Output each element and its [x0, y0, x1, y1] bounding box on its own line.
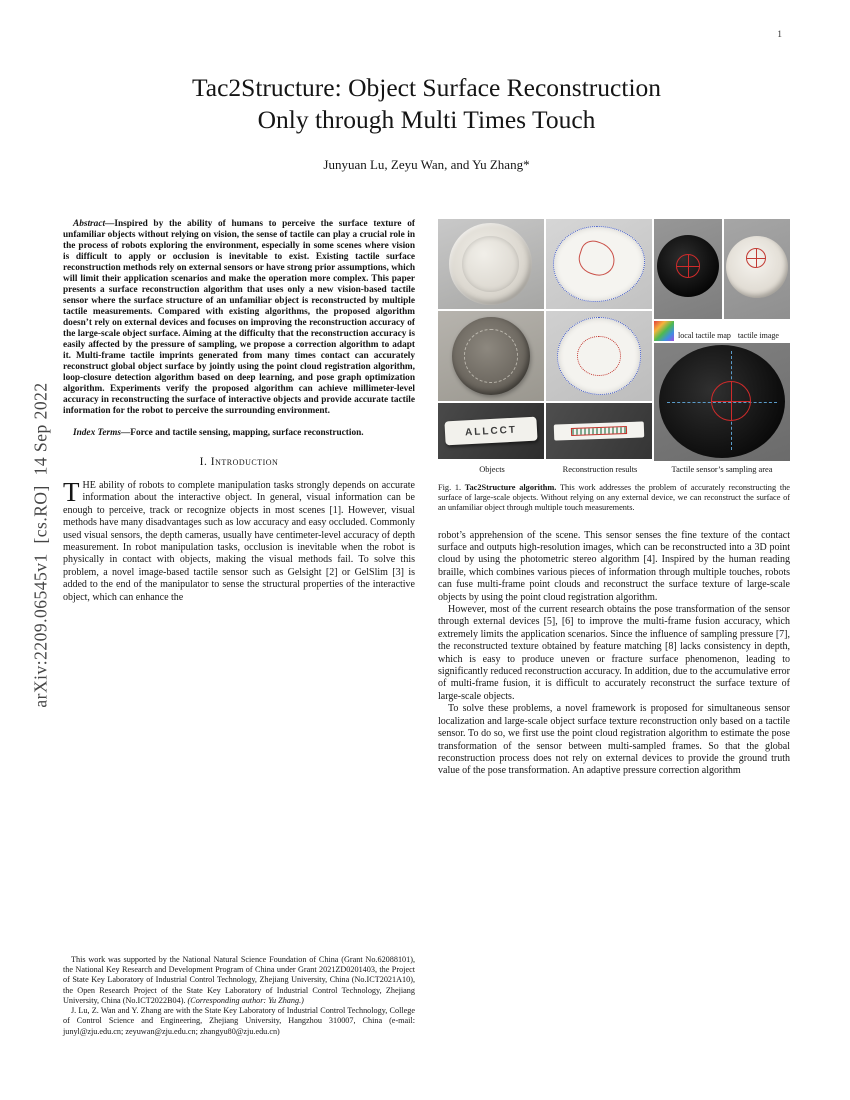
index-terms — [63, 428, 415, 439]
figure-sampling-area-photo — [654, 343, 790, 461]
body-paragraph-2: However, most of the current research obtains the pose transformation of the sensor through external devices [5], [6] to improve the multi-frame fusion accuracy, which extremely limits the application scenarios. Since the influence of sampling pressure [7], the reconstructed texture obtained by feature matching [8] lacks consistency in depth, which is easy to produce uneven or fracture surface phenomenon, leading to significantly reduced reconstruction accuracy. In addition, due to the accumulative error of multi-frame fusion, it is difficult to accurately reconstruct the surface texture of large-scale objects. — [438, 604, 790, 702]
figure-caption-bold: Tac2Structure algorithm. — [461, 483, 557, 492]
sensor-disc-image — [657, 235, 719, 297]
title-line-1: Tac2Structure: Object Surface Reconstruction — [191, 73, 662, 102]
figure-reconstruction-result-3 — [546, 403, 652, 459]
left-column — [63, 219, 415, 1037]
section-heading-introduction: I. Introduction — [199, 456, 279, 468]
footnote — [63, 955, 415, 1037]
reconstruction-strip — [554, 421, 645, 440]
tactile-image-label: tactile image — [737, 331, 779, 340]
figure-reconstruction-column — [546, 219, 652, 459]
objects-label: Objects — [479, 465, 505, 474]
footnote-funding — [63, 955, 415, 1006]
local-tactile-map-label: local tactile map — [678, 331, 731, 340]
reconstruction-blob-2 — [557, 317, 642, 394]
reconstruction-results-label: Reconstruction results — [562, 465, 638, 474]
body-paragraph-1: robot’s apprehension of the scene. This sensor senses the fine texture of the contact surface and outputs high-resolution images, which can be reconstructed into a 3D point cloud by using the photometric stereo algorithm [4]. Inspired by the human reading braille, which combines various pieces of information through multiple touches, robots can fuse multi-frame point clouds and reconstruct the surface texture of large-scale objects by using the point cloud registration algorithm. — [438, 529, 790, 603]
reconstruction-text-glyphs — [571, 426, 627, 436]
figure-object-photo-plaster-disc — [438, 219, 544, 309]
abstract-lead: Abstract — [73, 219, 106, 229]
seal-disc-image — [452, 317, 530, 395]
paper-page — [63, 72, 790, 1037]
intro-lead-caps: HE — [82, 480, 96, 491]
figure-reconstructed-disc-photo — [724, 219, 790, 319]
intro-paragraph — [63, 477, 415, 604]
local-tactile-map-thumbnail — [654, 321, 674, 341]
reconstruction-blob-1 — [553, 226, 644, 302]
index-terms-lead: Index Terms — [73, 428, 121, 438]
sampling-crosshair-small-icon — [746, 248, 766, 268]
right-column — [438, 219, 790, 1037]
white-disc-image — [726, 236, 788, 298]
right-column-body — [438, 530, 790, 778]
figure-column-labels — [438, 465, 790, 474]
figure-1 — [438, 219, 790, 514]
index-terms-text: —Force and tactile sensing, mapping, surface reconstruction. — [120, 428, 364, 438]
footnote-funding-text: This work was supported by the National Natural Science Foundation of China (Grant No.62088101), the National Key Research and Development Program of China under Grant 2021ZD0201403, the Project of State Key Laboratory of Industrial Control Technology, Zhejiang University, China (No.ICT2021A10), the Open Research Project of the State Key Laboratory of Industrial Control Technology, Zhejiang University, China (No.ICT2022B04). — [63, 954, 415, 1005]
abstract — [63, 219, 415, 417]
sampling-crosshair-icon — [676, 254, 700, 278]
arxiv-watermark: arXiv:2209.06545v1 [cs.RO] 14 Sep 2022 — [30, 382, 51, 708]
sampling-target-icon — [711, 381, 751, 421]
intro-body-text: ability of robots to complete manipulation tasks strongly depends on accurate information about the interactive object. In general, visual information can be enough to perceive, track or recognize objects in most scenes [1]. However, visual methods have many disadvantages such as low accuracy and easy occluded. Commonly used visual sensors, the depth cameras, usually have centimeter-level accuracy of depth measurement. In robot manipulation tasks, occlusion is inevitable when the robot is physically in contact with objects, making the visual methods fail. To solve this problem, a novel image-based tactile sensor such as Gelsight [2] or GelSlim [3] is added to the end of the manipulator to sense the structural properties of the interactive object, which can enhance the — [63, 480, 415, 603]
figure-objects-column — [438, 219, 544, 459]
figure-number: Fig. 1. — [438, 483, 462, 492]
figure-caption — [438, 483, 790, 514]
figure-caption-text: This work addresses the problem of accurately reconstructing the surface of large-scale objects. Without relying on any external device, we can reconstruct the surface of an unfamiliar object through multiple touch measurements. — [438, 483, 790, 513]
allcct-object-label: ALLCCT — [444, 417, 537, 446]
figure-reconstruction-result-1 — [546, 219, 652, 309]
figure-object-photo-seal — [438, 311, 544, 401]
figure-object-photo-allcct — [438, 403, 544, 459]
page-number: 1 — [777, 30, 782, 40]
paper-title — [63, 72, 790, 135]
title-line-2: Only through Multi Times Touch — [257, 104, 596, 134]
paper-authors: Junyuan Lu, Zeyu Wan, and Yu Zhang* — [323, 157, 530, 172]
figure-sensor-face-photo — [654, 219, 722, 319]
sampling-area-label: Tactile sensor’s sampling area — [671, 465, 773, 474]
plaster-disc-image — [449, 223, 532, 305]
tactile-map-labels — [678, 331, 779, 341]
body-paragraph-3: To solve these problems, a novel framework is proposed for simultaneous sensor localization and large-scale object surface texture reconstruction only based on a tactile sensor. To do so, we first use the point cloud registration algorithm to estimate the pose transformation of the sensor between multi-sampled frames. So that the global reconstruction process does not rely on external devices to provide the ground truth value of the pose transformation. An adaptive pressure correction algorithm — [438, 703, 790, 777]
figure-reconstruction-result-2 — [546, 311, 652, 401]
sensor-sampling-disc-image — [659, 345, 785, 458]
corresponding-author-note: (Corresponding author: Yu Zhang.) — [187, 995, 304, 1005]
footnote-affiliation: J. Lu, Z. Wan and Y. Zhang are with the State Key Laboratory of Industrial Control Technology, College of Control Science and Engineering, Zhejiang University, Hangzhou 310007, China (e-mail: junyl@zju.edu.cn; zeyuwan@zju.edu.cn; zhangyu80@zju.edu.cn) — [63, 1006, 415, 1036]
figure-sensor-column — [654, 219, 790, 461]
drop-cap: T — [63, 477, 80, 507]
figure-tactile-map-row — [654, 321, 790, 341]
abstract-text: —Inspired by the ability of humans to perceive the surface texture of unfamiliar objects without relying on vision, the sense of tactile can play a crucial role in the process of robots exploring the environment, especially in some scenes where vision is difficult to apply or occlusion is inevitable to exist. Existing tactile surface reconstruction methods rely on external sensors or have strong prior assumptions, which will limit their application scenarios and make the operation more complex. This paper presents a surface reconstruction algorithm that uses only a new vision-based tactile sensor where the surface structure of an unfamiliar object is reconstructed by multiple tactile measurements. Compared with existing algorithms, the proposed algorithm doesn’t rely on external devices and focuses on improving the reconstruction accuracy of the large-scale object surface. Aiming at the difficulty that the reconstruction accuracy is easily affected by the pressure of sampling, we propose a correction algorithm to adapt it. Multi-frame tactile imprints generated from many times contact can accurately reconstruct global object surface by jointly using the point cloud registration algorithm, loop-closure detection algorithm based on deep learning, and pose graph optimization algorithm. Experiments verify the proposed algorithm can achieve millimeter-level accuracy in reconstructing the surface of interactive objects and provide accurate tactile information for the robot to perceive the surrounding environment. — [63, 219, 415, 416]
